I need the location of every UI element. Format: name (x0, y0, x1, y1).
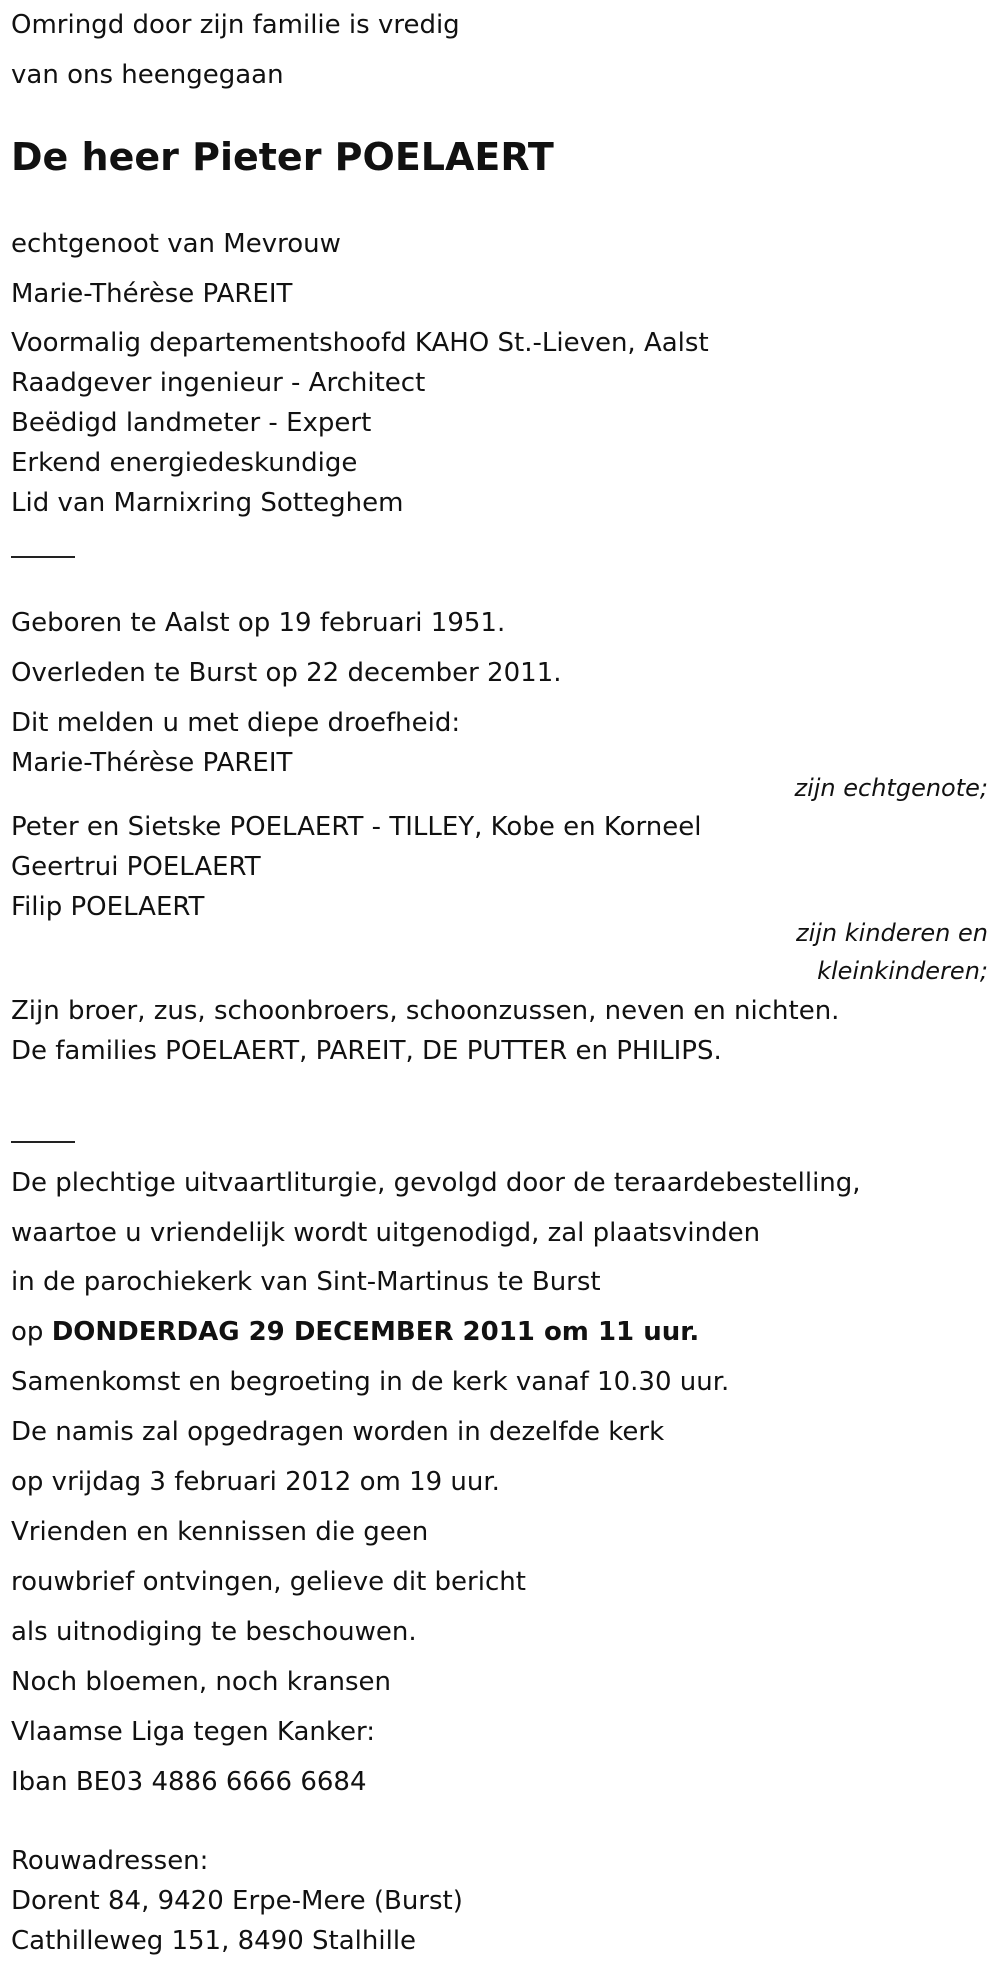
iban-line: Iban BE03 4886 6666 6684 (11, 1767, 367, 1797)
funeral-line: in de parochiekerk van Sint-Martinus te Burst (11, 1267, 601, 1297)
funeral-line: rouwbrief ontvingen, gelieve dit bericht (11, 1567, 526, 1597)
intro-line-2: van ons heengegaan (11, 60, 284, 90)
addresses-heading: Rouwadressen: (11, 1846, 209, 1876)
funeral-line: Vlaamse Liga tegen Kanker: (11, 1717, 375, 1747)
funeral-line: De plechtige uitvaartliturgie, gevolgd door de teraardebestelling, (11, 1168, 861, 1198)
spouse-name: Marie-Thérèse PAREIT (11, 279, 293, 309)
funeral-line: Samenkomst en begroeting in de kerk vanaf 10.30 uur. (11, 1367, 730, 1397)
deceased-name: De heer Pieter POELAERT (11, 135, 554, 179)
separator (11, 556, 75, 558)
child-line: Peter en Sietske POELAERT - TILLEY, Kobe en Korneel (11, 812, 702, 842)
announce-intro: Dit melden u met diepe droefheid: (11, 708, 461, 738)
siblings-line: Zijn broer, zus, schoonbroers, schoonzussen, neven en nichten. (11, 996, 840, 1026)
funeral-line: waartoe u vriendelijk wordt uitgenodigd, zal plaatsvinden (11, 1218, 761, 1248)
spouse-role: zijn echtgenote; (794, 774, 988, 802)
title-line: Lid van Marnixring Sotteghem (11, 488, 404, 518)
death-line: Overleden te Burst op 22 december 2011. (11, 658, 562, 688)
funeral-line: Vrienden en kennissen die geen (11, 1517, 429, 1547)
children-role-2: kleinkinderen; (817, 957, 988, 985)
announce-spouse-name: Marie-Thérèse PAREIT (11, 748, 293, 778)
funeral-date-prefix: op (11, 1317, 52, 1347)
spouse-line-1: echtgenoot van Mevrouw (11, 229, 341, 259)
funeral-date-bold: DONDERDAG 29 DECEMBER 2011 om 11 uur. (51, 1317, 700, 1347)
separator (11, 1141, 75, 1143)
funeral-date-line (11, 1316, 699, 1348)
funeral-line: als uitnodiging te beschouwen. (11, 1617, 417, 1647)
funeral-line: De namis zal opgedragen worden in dezelfde kerk (11, 1417, 665, 1447)
title-line: Beëdigd landmeter - Expert (11, 408, 372, 438)
funeral-line: op vrijdag 3 februari 2012 om 19 uur. (11, 1467, 500, 1497)
intro-line-1: Omringd door zijn familie is vredig (11, 10, 460, 40)
title-line: Raadgever ingenieur - Architect (11, 368, 426, 398)
child-line: Filip POELAERT (11, 892, 205, 922)
title-line: Voormalig departementshoofd KAHO St.-Lieven, Aalst (11, 328, 709, 358)
child-line: Geertrui POELAERT (11, 852, 261, 882)
funeral-line: Noch bloemen, noch kransen (11, 1667, 391, 1697)
title-line: Erkend energiedeskundige (11, 448, 358, 478)
birth-line: Geboren te Aalst op 19 februari 1951. (11, 608, 506, 638)
address-line: Cathilleweg 151, 8490 Stalhille (11, 1926, 417, 1956)
children-role-1: zijn kinderen en (796, 919, 988, 947)
address-line: Dorent 84, 9420 Erpe-Mere (Burst) (11, 1886, 463, 1916)
families-line: De families POELAERT, PAREIT, DE PUTTER en PHILIPS. (11, 1036, 722, 1066)
